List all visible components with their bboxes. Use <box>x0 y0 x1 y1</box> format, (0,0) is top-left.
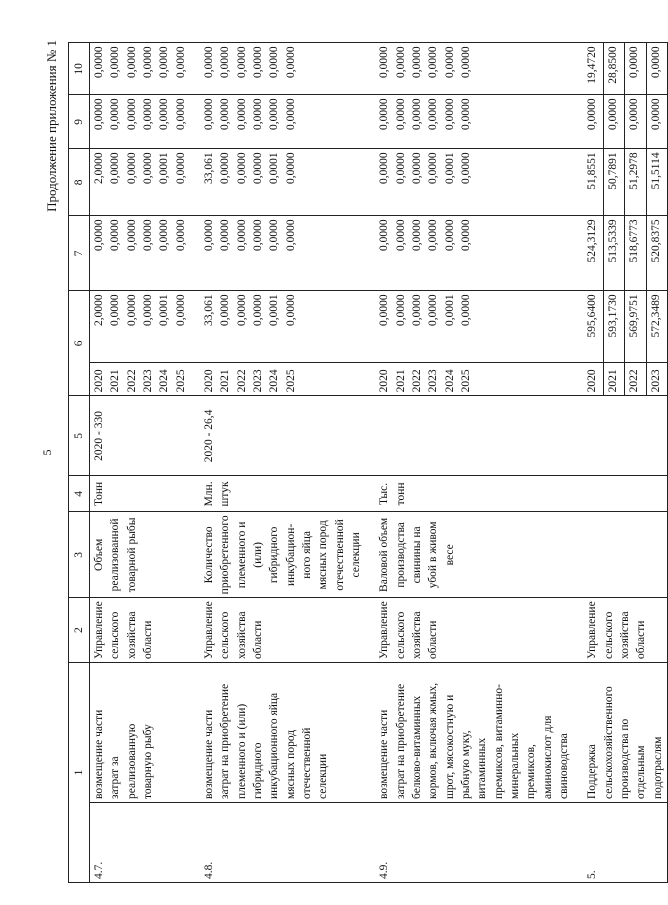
value-cell: 0,0001 <box>158 152 171 185</box>
values-c7 <box>375 216 573 291</box>
year-list <box>90 363 190 396</box>
spacer-cell <box>190 476 200 512</box>
spacer-cell <box>190 43 200 95</box>
executor: Управление сельского хозяйства области <box>90 598 190 663</box>
year-cell: 2020 <box>583 363 604 396</box>
value-cell: 0,0000 <box>158 98 171 131</box>
value-cell: 0,0000 <box>219 294 232 327</box>
spacer-cell <box>365 803 375 883</box>
column-number: 4 <box>69 476 90 512</box>
spacer-cell <box>365 43 375 95</box>
value-cell: 0,0000 <box>109 219 122 252</box>
year-cell: 2025 <box>284 369 297 393</box>
year-cell: 2025 <box>174 369 187 393</box>
value-cell: 0,0000 <box>284 98 297 131</box>
value-cell: 0,0000 <box>394 219 407 252</box>
value-cell: 0,0000 <box>93 219 105 252</box>
year-cell: 2022 <box>235 369 248 393</box>
year-cell: 2024 <box>268 369 281 393</box>
spacer-cell <box>573 95 583 149</box>
spacer-cell <box>573 512 583 598</box>
value-cell: 0,0000 <box>174 98 187 131</box>
value-cell: 0,0000 <box>583 95 604 149</box>
year-cell: 2025 <box>459 369 472 393</box>
value-cell: 0,0000 <box>109 152 122 185</box>
value-cell: 0,0000 <box>235 152 248 185</box>
spacer-cell <box>365 291 375 363</box>
value-cell: 0,0000 <box>378 219 391 252</box>
spacer-cell <box>365 512 375 598</box>
row-spacer <box>365 43 375 883</box>
spacer-cell <box>573 476 583 512</box>
year-cell: 2024 <box>443 369 456 393</box>
year-cell: 2023 <box>141 369 154 393</box>
value-cell: 0,0000 <box>174 219 187 252</box>
value-cell: 0,0000 <box>109 46 122 79</box>
spacer-cell <box>190 149 200 216</box>
spacer-cell <box>190 598 200 663</box>
indicator-name: Количество приобретенного племенного и (или) гибридного инкубацион- ного яйца мясных пород отечественной селекции <box>200 512 365 598</box>
value-cell: 0,0000 <box>443 98 456 131</box>
value-cell: 2,0000 <box>93 152 105 185</box>
unit: Тыс. тонн <box>375 476 573 512</box>
indicator-name: Валовой объем производства свинины на убой в живом весе <box>375 512 573 598</box>
base-value: 2020 - 330 <box>90 396 190 476</box>
year-cell: 2020 <box>93 369 105 393</box>
value-cell: 0,0000 <box>394 98 407 131</box>
spacer-cell <box>190 512 200 598</box>
spacer-cell <box>190 291 200 363</box>
spacer-cell <box>573 803 583 883</box>
value-cell: 0,0000 <box>202 219 215 252</box>
value-cell: 0,0000 <box>459 46 472 79</box>
value-cell: 0,0000 <box>125 152 138 185</box>
year-cell: 2021 <box>109 369 122 393</box>
measure-name: возмещение части затрат за реализованную товарную рыбу <box>90 663 190 803</box>
value-cell: 0,0000 <box>378 98 391 131</box>
value-cell: 0,0000 <box>394 46 407 79</box>
values-c6 <box>375 291 573 363</box>
value-cell: 0,0000 <box>284 46 297 79</box>
value-cell: 0,0000 <box>410 98 423 131</box>
values-c10 <box>200 43 365 95</box>
value-cell: 569,9751 <box>625 291 646 363</box>
value-cell: 0,0000 <box>141 219 154 252</box>
row-number: 5. <box>583 803 667 883</box>
values-c9 <box>90 95 190 149</box>
values-c8 <box>375 149 573 216</box>
value-cell: 0,0000 <box>235 219 248 252</box>
value-cell: 0,0000 <box>219 152 232 185</box>
column-number: 7 <box>69 216 90 291</box>
value-cell: 0,0000 <box>459 294 472 327</box>
table-row <box>375 43 573 883</box>
value-cell: 0,0000 <box>604 95 625 149</box>
year-cell: 2022 <box>125 369 138 393</box>
spacer-cell <box>573 598 583 663</box>
value-cell: 0,0000 <box>268 219 281 252</box>
value-cell: 0,0000 <box>427 46 440 79</box>
value-cell: 0,0000 <box>141 294 154 327</box>
spacer-cell <box>365 216 375 291</box>
values-c10 <box>375 43 573 95</box>
value-cell: 0,0000 <box>410 294 423 327</box>
value-cell: 518,6773 <box>625 216 646 291</box>
value-cell: 0,0001 <box>443 294 456 327</box>
table-row <box>90 43 190 883</box>
value-cell: 0,0001 <box>268 294 281 327</box>
spacer-cell <box>365 663 375 803</box>
value-cell: 0,0000 <box>251 98 264 131</box>
value-cell: 0,0000 <box>427 98 440 131</box>
spacer-cell <box>573 149 583 216</box>
values-c8 <box>90 149 190 216</box>
value-cell: 51,8551 <box>583 149 604 216</box>
column-number: 2 <box>69 598 90 663</box>
year-cell: 2021 <box>394 369 407 393</box>
value-cell: 51,5114 <box>646 149 667 216</box>
value-cell: 524,3129 <box>583 216 604 291</box>
values-c9 <box>375 95 573 149</box>
spacer-cell <box>573 396 583 476</box>
value-cell: 19,4720 <box>583 43 604 95</box>
value-cell: 51,2978 <box>625 149 646 216</box>
indicator-name <box>583 512 667 598</box>
year-cell: 2023 <box>251 369 264 393</box>
spacer-cell <box>190 216 200 291</box>
spacer-cell <box>190 363 200 396</box>
spacer-cell <box>573 363 583 396</box>
year-list <box>375 363 573 396</box>
unit: Млн. штук <box>200 476 365 512</box>
value-cell: 0,0000 <box>394 152 407 185</box>
value-cell: 0,0000 <box>646 43 667 95</box>
value-cell: 0,0000 <box>109 98 122 131</box>
executor: Управление сельского хозяйства области <box>583 598 667 663</box>
column-number: 1 <box>69 663 90 883</box>
year-cell: 2020 <box>202 369 215 393</box>
value-cell: 0,0000 <box>235 294 248 327</box>
value-cell: 0,0001 <box>158 294 171 327</box>
values-c10 <box>90 43 190 95</box>
value-cell: 0,0000 <box>378 46 391 79</box>
base-value <box>375 396 573 476</box>
value-cell: 0,0000 <box>268 98 281 131</box>
value-cell: 0,0000 <box>459 219 472 252</box>
value-cell: 50,7891 <box>604 149 625 216</box>
value-cell: 0,0000 <box>646 95 667 149</box>
value-cell: 513,5339 <box>604 216 625 291</box>
value-cell: 0,0000 <box>268 46 281 79</box>
value-cell: 595,6400 <box>583 291 604 363</box>
column-number-row <box>69 43 90 883</box>
row-number: 4.7. <box>90 803 190 883</box>
values-c6 <box>90 291 190 363</box>
unit: Тонн <box>90 476 190 512</box>
year-cell: 2023 <box>427 369 440 393</box>
measure-name: возмещение части затрат на приобретение племенного и (или) гибридного инкубационного яйца мясных пород отечественной селекции <box>200 663 365 803</box>
value-cell: 0,0000 <box>174 46 187 79</box>
value-cell: 0,0000 <box>125 46 138 79</box>
value-cell: 0,0000 <box>93 98 105 131</box>
measure-name: Поддержка сельскохозяйственного производства по отдельным подотраслям <box>583 663 667 803</box>
year-cell: 2022 <box>625 363 646 396</box>
value-cell: 520,8375 <box>646 216 667 291</box>
value-cell: 0,0000 <box>443 219 456 252</box>
spacer-cell <box>365 598 375 663</box>
value-cell: 0,0000 <box>141 46 154 79</box>
year-cell: 2020 <box>378 369 391 393</box>
spacer-cell <box>365 149 375 216</box>
spacer-cell <box>573 216 583 291</box>
value-cell: 0,0000 <box>284 219 297 252</box>
values-c6 <box>200 291 365 363</box>
executor: Управление сельского хозяйства области <box>200 598 365 663</box>
value-cell: 0,0000 <box>219 98 232 131</box>
value-cell: 0,0000 <box>93 46 105 79</box>
value-cell: 0,0000 <box>378 294 391 327</box>
year-cell: 2023 <box>646 363 667 396</box>
value-cell: 0,0000 <box>410 219 423 252</box>
spacer-cell <box>573 291 583 363</box>
value-cell: 33,061 <box>202 294 215 327</box>
values-c7 <box>200 216 365 291</box>
column-number: 10 <box>69 43 90 95</box>
table-row <box>583 43 604 883</box>
page-number: 5 <box>40 449 54 456</box>
spacer-cell <box>365 396 375 476</box>
value-cell: 0,0000 <box>625 43 646 95</box>
column-number: 5 <box>69 396 90 476</box>
value-cell: 0,0000 <box>219 219 232 252</box>
value-cell: 0,0000 <box>141 152 154 185</box>
value-cell: 572,3489 <box>646 291 667 363</box>
row-number: 4.8. <box>200 803 365 883</box>
values-c9 <box>200 95 365 149</box>
base-value <box>583 396 667 476</box>
value-cell: 0,0000 <box>625 95 646 149</box>
base-value: 2020 - 26,4 <box>200 396 365 476</box>
spacer-cell <box>365 476 375 512</box>
value-cell: 0,0000 <box>394 294 407 327</box>
spacer-cell <box>573 43 583 95</box>
row-number: 4.9. <box>375 803 573 883</box>
value-cell: 0,0000 <box>410 46 423 79</box>
executor: Управление сельского хозяйства области <box>375 598 573 663</box>
spacer-cell <box>365 95 375 149</box>
value-cell: 0,0000 <box>284 152 297 185</box>
program-measures-table <box>68 42 668 883</box>
value-cell: 0,0000 <box>378 152 391 185</box>
value-cell: 2,0000 <box>93 294 105 327</box>
table-row <box>200 43 365 883</box>
value-cell: 0,0000 <box>443 46 456 79</box>
column-number: 6 <box>69 291 90 396</box>
value-cell: 33,061 <box>202 152 215 185</box>
value-cell: 0,0000 <box>251 46 264 79</box>
value-cell: 0,0000 <box>427 219 440 252</box>
value-cell: 0,0000 <box>427 152 440 185</box>
value-cell: 28,8500 <box>604 43 625 95</box>
column-number: 8 <box>69 149 90 216</box>
value-cell: 0,0000 <box>427 294 440 327</box>
spacer-cell <box>190 95 200 149</box>
row-spacer <box>573 43 583 883</box>
value-cell: 0,0000 <box>459 98 472 131</box>
value-cell: 0,0000 <box>141 98 154 131</box>
year-cell: 2021 <box>604 363 625 396</box>
spacer-cell <box>190 396 200 476</box>
value-cell: 0,0000 <box>125 98 138 131</box>
spacer-cell <box>573 663 583 803</box>
year-cell: 2021 <box>219 369 232 393</box>
values-c7 <box>90 216 190 291</box>
value-cell: 0,0000 <box>174 294 187 327</box>
year-cell: 2024 <box>158 369 171 393</box>
unit <box>583 476 667 512</box>
value-cell: 0,0000 <box>459 152 472 185</box>
value-cell: 0,0001 <box>443 152 456 185</box>
indicator-name: Объем реализованной товарной рыбы <box>90 512 190 598</box>
spacer-cell <box>190 663 200 803</box>
value-cell: 0,0000 <box>284 294 297 327</box>
value-cell: 0,0000 <box>219 46 232 79</box>
value-cell: 0,0000 <box>174 152 187 185</box>
value-cell: 0,0000 <box>202 98 215 131</box>
values-c8 <box>200 149 365 216</box>
page-header <box>38 0 58 905</box>
value-cell: 0,0000 <box>125 294 138 327</box>
spacer-cell <box>190 803 200 883</box>
value-cell: 593,1730 <box>604 291 625 363</box>
row-spacer <box>190 43 200 883</box>
year-list <box>200 363 365 396</box>
column-number: 3 <box>69 512 90 598</box>
value-cell: 0,0000 <box>125 219 138 252</box>
value-cell: 0,0000 <box>202 46 215 79</box>
value-cell: 0,0001 <box>268 152 281 185</box>
value-cell: 0,0000 <box>158 46 171 79</box>
value-cell: 0,0000 <box>410 152 423 185</box>
value-cell: 0,0000 <box>235 98 248 131</box>
value-cell: 0,0000 <box>251 152 264 185</box>
value-cell: 0,0000 <box>109 294 122 327</box>
spacer-cell <box>365 363 375 396</box>
measure-name: возмещение части затрат на приобретение белково-витаминных кормов, включая жмых, шрот, мясокостную и рыбную муку, витаминных премиксов, витаминно- минеральных премиксов, аминокислот для свиноводства <box>375 663 573 803</box>
value-cell: 0,0000 <box>235 46 248 79</box>
value-cell: 0,0000 <box>251 294 264 327</box>
table-body <box>90 43 668 883</box>
value-cell: 0,0000 <box>251 219 264 252</box>
column-number: 9 <box>69 95 90 149</box>
appendix-continuation-note: Продолжение приложения № 1 <box>44 40 59 212</box>
year-cell: 2022 <box>410 369 423 393</box>
value-cell: 0,0000 <box>158 219 171 252</box>
